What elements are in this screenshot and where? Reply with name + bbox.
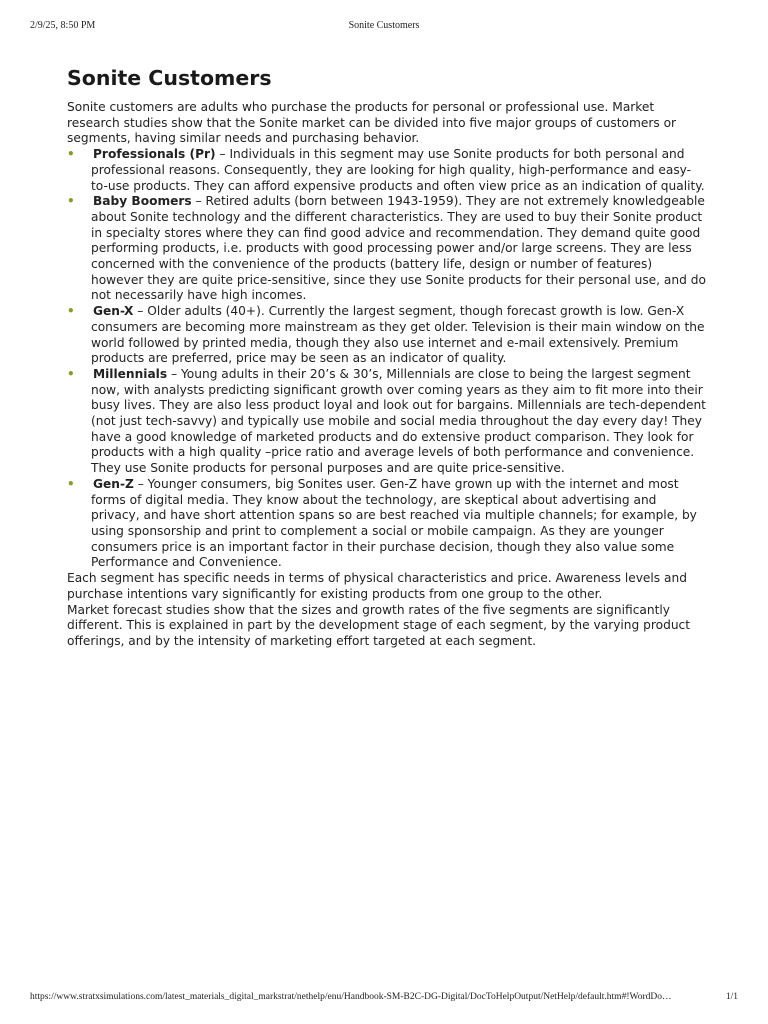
bullet-icon: •: [67, 476, 75, 491]
print-datetime: 2/9/25, 8:50 PM: [30, 20, 96, 31]
bullet-icon: •: [67, 366, 75, 381]
list-item-professionals: [67, 147, 707, 194]
segment-term: Professionals (Pr): [93, 147, 216, 162]
print-title: Sonite Customers: [348, 20, 420, 31]
segment-description: – Older adults (40+). Currently the largest segment, though forecast growth is low. Gen-X consumers are becoming more mainstream as they get older. Television is their main window on the world followed by printed media, though they also use internet and e-mail extensively. Premium products are preferred, price may be seen as an indicator of quality.: [91, 304, 705, 366]
segment-term: Gen-Z: [93, 476, 134, 491]
page-title: Sonite Customers: [67, 66, 272, 90]
segment-term: Gen-X: [93, 304, 134, 319]
list-item-millennials: [67, 367, 707, 477]
segment-term: Baby Boomers: [93, 194, 192, 209]
closing-paragraph-forecast: Market forecast studies show that the sizes and growth rates of the five segments are significantly different. This is explained in part by the development stage of each segment, by the varying product offerings, and by the intensity of marketing effort targeted at each segment.: [67, 602, 691, 648]
segment-term: Millennials: [93, 366, 168, 381]
page-number: 1/1: [725, 992, 738, 1002]
segment-list: [67, 147, 707, 571]
list-item-gen-x: [67, 304, 707, 367]
segment-description: – Younger consumers, big Sonites user. Gen-Z have grown up with the internet and most forms of digital media. They know about the technology, are skeptical about advertising and privacy, and have short attention spans so are best reached via multiple channels; for example, by using sponsorship and print to complement a social or mobile campaign. As they are younger consumers price is an important factor in their purchase decision, though they also value some Performance and Convenience.: [91, 476, 697, 570]
page-url: https://www.stratxsimulations.com/latest_materials_digital_markstrat/nethelp/enu/Handbook-SM-B2C-DG-Digital/DocToHelpOutput/NetHelp/default.htm#!WordDo…: [30, 992, 672, 1002]
bullet-icon: •: [67, 304, 75, 319]
segment-description: – Retired adults (born between 1943-1959). They are not extremely knowledgeable about Sonite technology and the different characteristics. They are used to buy their Sonite product in specialty stores where they can find good advice and recommendation. They demand quite good performing products, i.e. products with good processing power and/or large screens. They are less concerned with the convenience of the products (battery life, design or number of features) however they are quite price-sensitive, since they use Sonite products for their personal use, and do not necessarily have high incomes.: [91, 194, 706, 303]
segment-description: – Young adults in their 20’s & 30’s, Millennials are close to being the largest segment now, with analysts predicting significant growth over coming years as they aim to fit more into their busy lives. They are also less product loyal and look out for bargains. Millennials are tech-dependent (not just tech-savvy) and typically use mobile and social media throughout the day every day! They have a good knowledge of marketed products and do extensive product comparison. They look for products with a high quality –price ratio and average levels of both performance and convenience. They use Sonite products for personal purposes and are quite price-sensitive.: [91, 366, 706, 476]
print-footer: [30, 992, 738, 1006]
bullet-icon: •: [67, 194, 75, 209]
segment-description: – Individuals in this segment may use Sonite products for both personal and professional reasons. Consequently, they are looking for high quality, high-performance and easy-to-use products. They can afford expensive products and often view price as an indication of quality.: [91, 147, 705, 193]
article: [67, 64, 707, 650]
closing-paragraph-needs: Each segment has specific needs in terms of physical characteristics and price. Awareness levels and purchase intentions vary significantly for existing products from one group to the other.: [67, 571, 687, 601]
list-item-baby-boomers: [67, 194, 707, 304]
list-item-gen-z: [67, 477, 707, 571]
print-header: [30, 20, 738, 34]
bullet-icon: •: [67, 147, 75, 162]
intro-paragraph: Sonite customers are adults who purchase the products for personal or professional use. Market research studies show that the Sonite market can be divided into five major groups of customers or segments, having similar needs and purchasing behavior.: [67, 100, 677, 146]
